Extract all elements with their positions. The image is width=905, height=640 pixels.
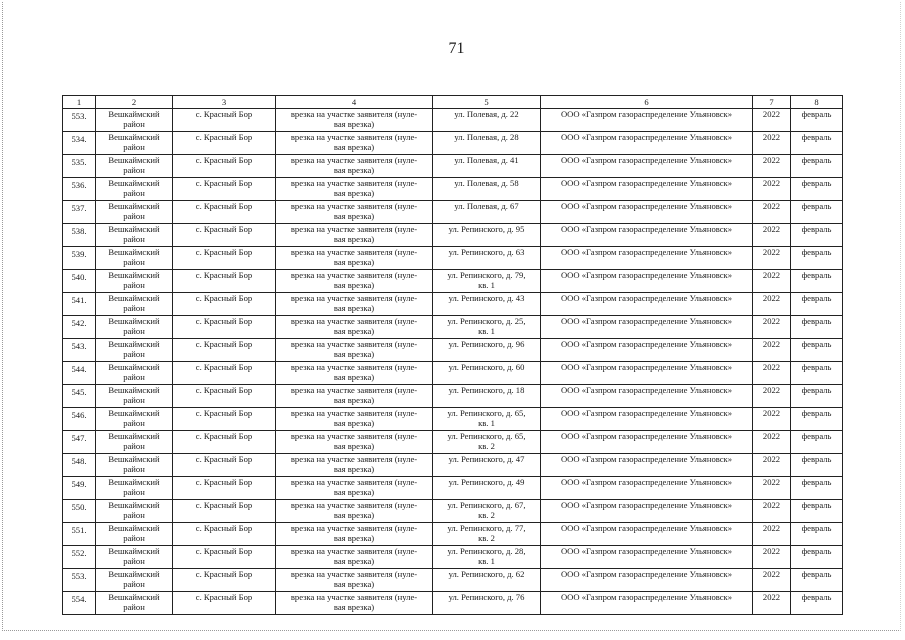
year-cell: 2022	[753, 155, 791, 178]
address-cell: ул. Репинского, д. 67, кв. 2	[433, 500, 541, 523]
organization-cell: ООО «Газпром газораспределение Ульяновск»	[541, 385, 753, 408]
work-type-cell: врезка на участке заявителя (нуле- вая врезка)	[276, 385, 433, 408]
work-type-cell: врезка на участке заявителя (нуле- вая врезка)	[276, 569, 433, 592]
district-cell: Вешкаймский район	[96, 362, 173, 385]
address-cell: ул. Репинского, д. 18	[433, 385, 541, 408]
organization-cell: ООО «Газпром газораспределение Ульяновск»	[541, 178, 753, 201]
address-cell: ул. Репинского, д. 63	[433, 247, 541, 270]
table-row	[63, 247, 843, 270]
row-number: 553.	[63, 569, 96, 592]
registry-table	[62, 95, 843, 615]
settlement-cell: с. Красный Бор	[173, 247, 276, 270]
month-cell: февраль	[791, 592, 843, 615]
month-cell: февраль	[791, 155, 843, 178]
month-cell: февраль	[791, 270, 843, 293]
table-row	[63, 270, 843, 293]
district-cell: Вешкаймский район	[96, 592, 173, 615]
year-cell: 2022	[753, 569, 791, 592]
year-cell: 2022	[753, 224, 791, 247]
row-number: 547.	[63, 431, 96, 454]
district-cell: Вешкаймский район	[96, 431, 173, 454]
settlement-cell: с. Красный Бор	[173, 569, 276, 592]
settlement-cell: с. Красный Бор	[173, 201, 276, 224]
settlement-cell: с. Красный Бор	[173, 523, 276, 546]
month-cell: февраль	[791, 569, 843, 592]
organization-cell: ООО «Газпром газораспределение Ульяновск»	[541, 477, 753, 500]
row-number: 554.	[63, 592, 96, 615]
row-number: 548.	[63, 454, 96, 477]
work-type-cell: врезка на участке заявителя (нуле- вая врезка)	[276, 201, 433, 224]
address-cell: ул. Полевая, д. 22	[433, 109, 541, 132]
year-cell: 2022	[753, 293, 791, 316]
row-number: 540.	[63, 270, 96, 293]
work-type-cell: врезка на участке заявителя (нуле- вая врезка)	[276, 224, 433, 247]
address-cell: ул. Репинского, д. 62	[433, 569, 541, 592]
row-number: 550.	[63, 500, 96, 523]
year-cell: 2022	[753, 523, 791, 546]
district-cell: Вешкаймский район	[96, 270, 173, 293]
table-row	[63, 362, 843, 385]
month-cell: февраль	[791, 109, 843, 132]
address-cell: ул. Полевая, д. 28	[433, 132, 541, 155]
year-cell: 2022	[753, 132, 791, 155]
district-cell: Вешкаймский район	[96, 339, 173, 362]
settlement-cell: с. Красный Бор	[173, 178, 276, 201]
work-type-cell: врезка на участке заявителя (нуле- вая врезка)	[276, 592, 433, 615]
month-cell: февраль	[791, 201, 843, 224]
row-number: 536.	[63, 178, 96, 201]
table-row	[63, 132, 843, 155]
work-type-cell: врезка на участке заявителя (нуле- вая врезка)	[276, 431, 433, 454]
table-row	[63, 408, 843, 431]
month-cell: февраль	[791, 500, 843, 523]
work-type-cell: врезка на участке заявителя (нуле- вая врезка)	[276, 270, 433, 293]
year-cell: 2022	[753, 592, 791, 615]
work-type-cell: врезка на участке заявителя (нуле- вая врезка)	[276, 523, 433, 546]
organization-cell: ООО «Газпром газораспределение Ульяновск»	[541, 247, 753, 270]
district-cell: Вешкаймский район	[96, 454, 173, 477]
month-cell: февраль	[791, 454, 843, 477]
table-row	[63, 316, 843, 339]
settlement-cell: с. Красный Бор	[173, 362, 276, 385]
organization-cell: ООО «Газпром газораспределение Ульяновск»	[541, 546, 753, 569]
organization-cell: ООО «Газпром газораспределение Ульяновск»	[541, 109, 753, 132]
settlement-cell: с. Красный Бор	[173, 224, 276, 247]
table-row	[63, 454, 843, 477]
column-number-header: 4	[276, 96, 433, 109]
settlement-cell: с. Красный Бор	[173, 431, 276, 454]
organization-cell: ООО «Газпром газораспределение Ульяновск»	[541, 224, 753, 247]
work-type-cell: врезка на участке заявителя (нуле- вая врезка)	[276, 316, 433, 339]
column-number-header: 6	[541, 96, 753, 109]
table-row	[63, 155, 843, 178]
month-cell: февраль	[791, 408, 843, 431]
settlement-cell: с. Красный Бор	[173, 316, 276, 339]
address-cell: ул. Репинского, д. 65, кв. 1	[433, 408, 541, 431]
year-cell: 2022	[753, 454, 791, 477]
organization-cell: ООО «Газпром газораспределение Ульяновск»	[541, 431, 753, 454]
row-number: 544.	[63, 362, 96, 385]
address-cell: ул. Репинского, д. 76	[433, 592, 541, 615]
month-cell: февраль	[791, 247, 843, 270]
work-type-cell: врезка на участке заявителя (нуле- вая врезка)	[276, 339, 433, 362]
row-number: 538.	[63, 224, 96, 247]
row-number: 551.	[63, 523, 96, 546]
organization-cell: ООО «Газпром газораспределение Ульяновск»	[541, 569, 753, 592]
column-number-header: 7	[753, 96, 791, 109]
table-row	[63, 224, 843, 247]
address-cell: ул. Репинского, д. 49	[433, 477, 541, 500]
row-number: 534.	[63, 132, 96, 155]
table-row	[63, 477, 843, 500]
organization-cell: ООО «Газпром газораспределение Ульяновск»	[541, 592, 753, 615]
row-number: 542.	[63, 316, 96, 339]
work-type-cell: врезка на участке заявителя (нуле- вая врезка)	[276, 247, 433, 270]
row-number: 543.	[63, 339, 96, 362]
address-cell: ул. Репинского, д. 28, кв. 1	[433, 546, 541, 569]
year-cell: 2022	[753, 201, 791, 224]
district-cell: Вешкаймский район	[96, 569, 173, 592]
organization-cell: ООО «Газпром газораспределение Ульяновск»	[541, 316, 753, 339]
column-number-header: 3	[173, 96, 276, 109]
month-cell: февраль	[791, 385, 843, 408]
row-number: 539.	[63, 247, 96, 270]
district-cell: Вешкаймский район	[96, 500, 173, 523]
row-number: 541.	[63, 293, 96, 316]
address-cell: ул. Репинского, д. 60	[433, 362, 541, 385]
district-cell: Вешкаймский район	[96, 109, 173, 132]
district-cell: Вешкаймский район	[96, 155, 173, 178]
district-cell: Вешкаймский район	[96, 546, 173, 569]
organization-cell: ООО «Газпром газораспределение Ульяновск»	[541, 362, 753, 385]
year-cell: 2022	[753, 270, 791, 293]
address-cell: ул. Полевая, д. 67	[433, 201, 541, 224]
year-cell: 2022	[753, 178, 791, 201]
address-cell: ул. Репинского, д. 79, кв. 1	[433, 270, 541, 293]
district-cell: Вешкаймский район	[96, 293, 173, 316]
table-row	[63, 339, 843, 362]
table-row	[63, 500, 843, 523]
table-row	[63, 523, 843, 546]
settlement-cell: с. Красный Бор	[173, 408, 276, 431]
work-type-cell: врезка на участке заявителя (нуле- вая врезка)	[276, 500, 433, 523]
settlement-cell: с. Красный Бор	[173, 546, 276, 569]
table-row	[63, 592, 843, 615]
settlement-cell: с. Красный Бор	[173, 454, 276, 477]
organization-cell: ООО «Газпром газораспределение Ульяновск»	[541, 132, 753, 155]
settlement-cell: с. Красный Бор	[173, 109, 276, 132]
year-cell: 2022	[753, 385, 791, 408]
month-cell: февраль	[791, 339, 843, 362]
organization-cell: ООО «Газпром газораспределение Ульяновск»	[541, 408, 753, 431]
work-type-cell: врезка на участке заявителя (нуле- вая врезка)	[276, 155, 433, 178]
address-cell: ул. Репинского, д. 43	[433, 293, 541, 316]
work-type-cell: врезка на участке заявителя (нуле- вая врезка)	[276, 362, 433, 385]
table-row	[63, 293, 843, 316]
organization-cell: ООО «Газпром газораспределение Ульяновск»	[541, 155, 753, 178]
column-number-header: 2	[96, 96, 173, 109]
organization-cell: ООО «Газпром газораспределение Ульяновск»	[541, 523, 753, 546]
month-cell: февраль	[791, 178, 843, 201]
district-cell: Вешкаймский район	[96, 523, 173, 546]
work-type-cell: врезка на участке заявителя (нуле- вая врезка)	[276, 109, 433, 132]
settlement-cell: с. Красный Бор	[173, 155, 276, 178]
month-cell: февраль	[791, 523, 843, 546]
month-cell: февраль	[791, 431, 843, 454]
address-cell: ул. Репинского, д. 95	[433, 224, 541, 247]
page-number: 71	[448, 40, 465, 57]
work-type-cell: врезка на участке заявителя (нуле- вая врезка)	[276, 546, 433, 569]
row-number: 549.	[63, 477, 96, 500]
month-cell: февраль	[791, 224, 843, 247]
row-number: 545.	[63, 385, 96, 408]
work-type-cell: врезка на участке заявителя (нуле- вая врезка)	[276, 454, 433, 477]
month-cell: февраль	[791, 477, 843, 500]
row-number: 546.	[63, 408, 96, 431]
settlement-cell: с. Красный Бор	[173, 477, 276, 500]
month-cell: февраль	[791, 546, 843, 569]
table-row	[63, 178, 843, 201]
settlement-cell: с. Красный Бор	[173, 339, 276, 362]
address-cell: ул. Репинского, д. 96	[433, 339, 541, 362]
column-number-header: 8	[791, 96, 843, 109]
month-cell: февраль	[791, 316, 843, 339]
table-row	[63, 569, 843, 592]
settlement-cell: с. Красный Бор	[173, 385, 276, 408]
year-cell: 2022	[753, 408, 791, 431]
row-number: 537.	[63, 201, 96, 224]
year-cell: 2022	[753, 431, 791, 454]
settlement-cell: с. Красный Бор	[173, 293, 276, 316]
address-cell: ул. Репинского, д. 25, кв. 1	[433, 316, 541, 339]
work-type-cell: врезка на участке заявителя (нуле- вая врезка)	[276, 178, 433, 201]
month-cell: февраль	[791, 132, 843, 155]
row-number: 535.	[63, 155, 96, 178]
settlement-cell: с. Красный Бор	[173, 132, 276, 155]
work-type-cell: врезка на участке заявителя (нуле- вая врезка)	[276, 293, 433, 316]
year-cell: 2022	[753, 109, 791, 132]
settlement-cell: с. Красный Бор	[173, 270, 276, 293]
district-cell: Вешкаймский район	[96, 178, 173, 201]
district-cell: Вешкаймский район	[96, 201, 173, 224]
organization-cell: ООО «Газпром газораспределение Ульяновск»	[541, 270, 753, 293]
year-cell: 2022	[753, 500, 791, 523]
district-cell: Вешкаймский район	[96, 408, 173, 431]
column-number-header: 1	[63, 96, 96, 109]
year-cell: 2022	[753, 477, 791, 500]
table-row	[63, 431, 843, 454]
column-number-header: 5	[433, 96, 541, 109]
address-cell: ул. Полевая, д. 41	[433, 155, 541, 178]
table-row	[63, 109, 843, 132]
row-number: 552.	[63, 546, 96, 569]
work-type-cell: врезка на участке заявителя (нуле- вая врезка)	[276, 132, 433, 155]
organization-cell: ООО «Газпром газораспределение Ульяновск»	[541, 454, 753, 477]
address-cell: ул. Полевая, д. 58	[433, 178, 541, 201]
year-cell: 2022	[753, 362, 791, 385]
work-type-cell: врезка на участке заявителя (нуле- вая врезка)	[276, 477, 433, 500]
month-cell: февраль	[791, 362, 843, 385]
district-cell: Вешкаймский район	[96, 477, 173, 500]
district-cell: Вешкаймский район	[96, 247, 173, 270]
year-cell: 2022	[753, 339, 791, 362]
row-number: 553.	[63, 109, 96, 132]
work-type-cell: врезка на участке заявителя (нуле- вая врезка)	[276, 408, 433, 431]
table-row	[63, 385, 843, 408]
year-cell: 2022	[753, 247, 791, 270]
table-row	[63, 201, 843, 224]
organization-cell: ООО «Газпром газораспределение Ульяновск»	[541, 201, 753, 224]
table-row	[63, 546, 843, 569]
header-row	[63, 96, 843, 109]
organization-cell: ООО «Газпром газораспределение Ульяновск»	[541, 500, 753, 523]
organization-cell: ООО «Газпром газораспределение Ульяновск»	[541, 293, 753, 316]
district-cell: Вешкаймский район	[96, 385, 173, 408]
address-cell: ул. Репинского, д. 77, кв. 2	[433, 523, 541, 546]
district-cell: Вешкаймский район	[96, 224, 173, 247]
organization-cell: ООО «Газпром газораспределение Ульяновск»	[541, 339, 753, 362]
year-cell: 2022	[753, 316, 791, 339]
settlement-cell: с. Красный Бор	[173, 592, 276, 615]
district-cell: Вешкаймский район	[96, 132, 173, 155]
district-cell: Вешкаймский район	[96, 316, 173, 339]
settlement-cell: с. Красный Бор	[173, 500, 276, 523]
year-cell: 2022	[753, 546, 791, 569]
address-cell: ул. Репинского, д. 65, кв. 2	[433, 431, 541, 454]
month-cell: февраль	[791, 293, 843, 316]
address-cell: ул. Репинского, д. 47	[433, 454, 541, 477]
